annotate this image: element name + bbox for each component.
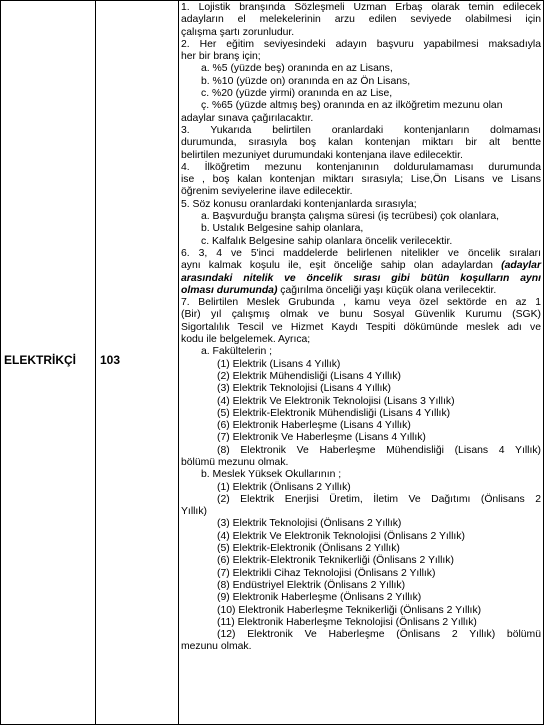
text-line: (5) Elektrik-Elektronik Mühendisliği (Lisans 4 Yıllık) — [217, 407, 451, 419]
text-line: (7) Elektronik Ve Haberleşme (Lisans 4 Yıllık) — [217, 432, 426, 444]
text-line: (10) Elektronik Haberleşme Teknikerliği (Önlisans 2 Yıllık) — [217, 604, 482, 616]
text-line: (8) Endüstriyel Elektrik (Önlisans 2 Yıllık) — [217, 579, 406, 591]
text-line: a. Fakültelerin ; — [201, 346, 273, 358]
text-line: b. %10 (yüzde on) oranında en az Ön Lisans, — [201, 75, 411, 87]
text-line: c. %20 (yüzde yirmi) oranında en az Lise, — [201, 88, 393, 100]
text-line: durumunda, sırasıyla boş kalan kontenjan miktarı bir alt bentte — [181, 137, 541, 149]
table-border-top — [0, 0, 544, 1]
text-line: (1) Elektrik (Önlisans 2 Yıllık) — [217, 481, 351, 493]
text-line: (8) Elektronik Ve Haberleşme Mühendisliği (Lisans 4 Yıllık) — [217, 444, 541, 456]
text-line: (3) Elektrik Teknolojisi (Lisans 4 Yıllık) — [217, 383, 392, 395]
text-line: (Bir) yıl çalışmış olmak ve bunu Sosyal Güvenlik Kurumu (SGK) — [181, 309, 541, 321]
text-line: her bir branş için; — [181, 51, 261, 63]
text-line: (6) Elektrik-Elektronik Teknikerliği (Önlisans 2 Yıllık) — [217, 555, 454, 567]
text-line: (6) Elektronik Haberleşme (Lisans 4 Yıllık) — [217, 420, 411, 432]
text-line: olması durumunda) çağırılma önceliği yaşı küçük olana verilecektir. — [181, 284, 497, 296]
text-line: belirtilen mezuniyet durumundaki kontenjana ilave edilecektir. — [181, 149, 463, 161]
text-line: 6. 3, 4 ve 5'inci maddelerde belirlenen nitelikler ve öncelik sıraları — [181, 247, 541, 259]
text-line: çalışma şartı zorunludur. — [181, 26, 295, 38]
text-line: 4. İlköğretim mezunu kontenjanının doldurulamaması durumunda — [181, 161, 541, 173]
column-divider-2 — [178, 0, 179, 725]
text-line: (1) Elektrik (Lisans 4 Yıllık) — [217, 358, 341, 370]
text-line: 7. Belirtilen Meslek Grubunda , kamu veya özel sektörde en az 1 — [181, 297, 541, 309]
text-line: (11) Elektronik Haberleşme Teknolojisi (Önlisans 2 Yıllık) — [217, 616, 477, 628]
text-line: öğrenim seviyelerine ilave edilecektir. — [181, 186, 353, 198]
table-border-left — [0, 0, 1, 725]
text-line: 3. Yukarıda belirtilen oranlardaki kontenjanların dolmaması — [181, 124, 541, 136]
text-line: a. Başvurduğu branşta çalışma süresi (iş tecrübesi) çok olanlara, — [201, 211, 500, 223]
requirements-text — [181, 2, 541, 654]
text-line: 5. Söz konusu oranlardaki kontenjanlarda sırasıyla; — [181, 198, 417, 210]
emphasis-text: arasındaki nitelik ve öncelik sırası gibi bütün koşulların aynı — [181, 272, 541, 284]
text-line: (2) Elektrik Mühendisliği (Lisans 4 Yıllık) — [217, 370, 402, 382]
text-line: Sigortalılık Tescil ve Hizmet Kaydı Tespiti dökümünde meslek adı ve — [181, 321, 541, 333]
text-line: adaylar sınava çağırılacaktır. — [181, 112, 314, 124]
text-line: ise , boş kalan kontenjan miktarı sırasıyla; Lise,Ön Lisans ve Lisans — [181, 174, 541, 186]
text-line: 1. Lojistik branşında Sözleşmeli Uzman Erbaş olarak temin edilecek — [181, 2, 541, 13]
text-line: ç. %65 (yüzde altmış beş) oranında en az ilköğretim mezunu olan — [201, 100, 503, 112]
text-line: adayların el melekelerinin arzu edilen seviyede olabilmesi için — [181, 14, 541, 26]
text-line: Yıllık) — [181, 506, 207, 518]
text-line: (12) Elektronik Ve Haberleşme (Önlisans 2 Yıllık) bölümü — [217, 629, 541, 641]
emphasis-text: (adaylar — [501, 260, 541, 272]
text-line: 2. Her eğitim seviyesindeki adayın başvuru yapabilmesi maksadıyla — [181, 38, 541, 50]
column-divider-1 — [95, 0, 96, 725]
branch-code: 103 — [100, 353, 121, 367]
text-line: mezunu olmak. — [181, 641, 252, 653]
text-line: kodu ile belgelemek. Ayrıca; — [181, 334, 311, 346]
text-line: aynı kalmak koşulu ile, eşit önceliğe sahip olan adaylardan (adaylar — [181, 260, 541, 272]
text-line: (2) Elektrik Enerjisi Üretim, İletim Ve Dağıtımı (Önlisans 2 — [217, 493, 541, 505]
text-line: (4) Elektrik Ve Elektronik Teknolojisi (Lisans 3 Yıllık) — [217, 395, 455, 407]
text-line: c. Kalfalık Belgesine sahip olanlara öncelik verilecektir. — [201, 235, 453, 247]
text-line: (9) Elektronik Haberleşme (Önlisans 2 Yıllık) — [217, 592, 422, 604]
text-line: b. Meslek Yüksek Okullarının ; — [201, 469, 342, 481]
text-line: b. Ustalık Belgesine sahip olanlara, — [201, 223, 364, 235]
emphasis-text: olması durumunda) — [181, 284, 278, 296]
text-line: (5) Elektrik-Elektronik (Önlisans 2 Yıllık) — [217, 543, 400, 555]
text-line: (7) Elektrikli Cihaz Teknolojisi (Önlisans 2 Yıllık) — [217, 567, 436, 579]
text-line: (4) Elektrik Ve Elektronik Teknolojisi (Önlisans 2 Yıllık) — [217, 530, 465, 542]
branch-name: ELEKTRİKÇİ — [4, 353, 76, 367]
text-line: a. %5 (yüzde beş) oranında en az Lisans, — [201, 63, 393, 75]
text-line: bölümü mezunu olmak. — [181, 456, 289, 468]
text-line — [181, 273, 541, 285]
text-line: (3) Elektrik Teknolojisi (Önlisans 2 Yıllık) — [217, 518, 402, 530]
